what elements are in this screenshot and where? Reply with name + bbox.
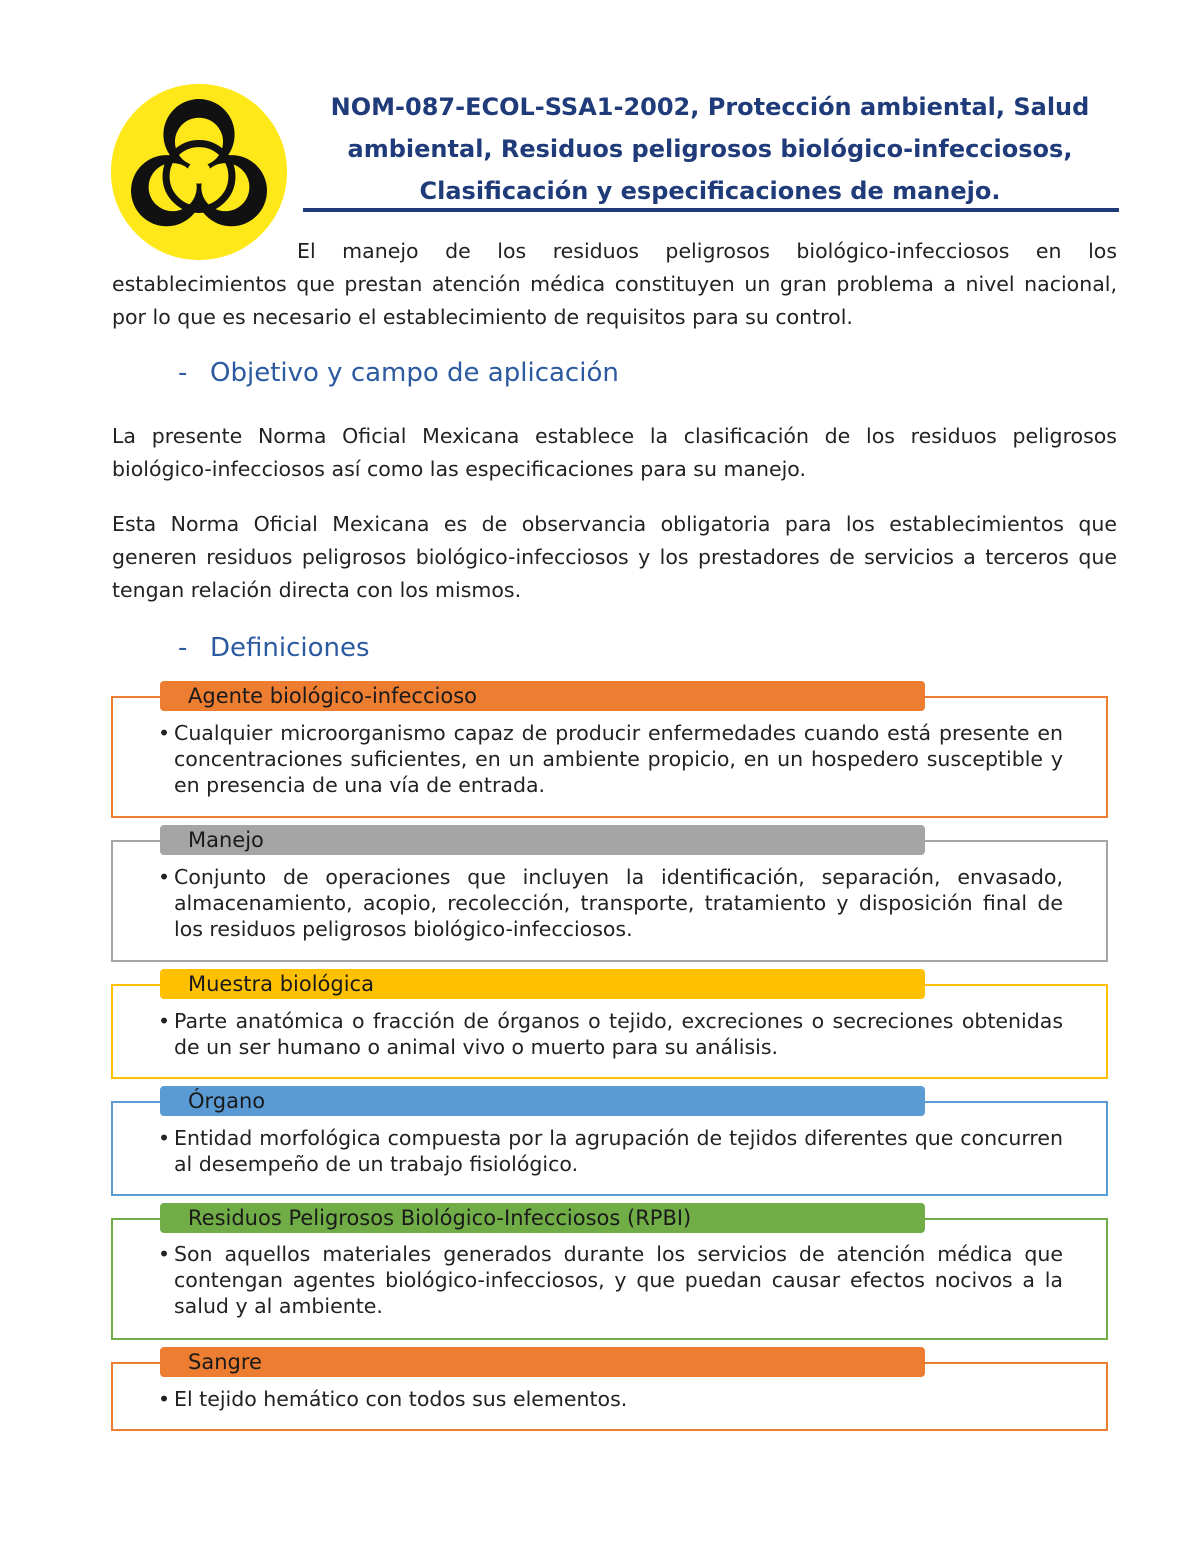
section-heading-objetivo (178, 358, 619, 388)
definition-text (158, 1125, 1063, 1177)
definition-text (158, 720, 1063, 798)
bullet: • (158, 1242, 171, 1266)
definition-body: Cualquier microorganismo capaz de producir enfermedades cuando está presente en concentraciones suficientes, en un ambiente propicio, en un hospedero susceptible y en presencia de una vía de entrada. (174, 721, 1063, 797)
definition-body: Entidad morfológica compuesta por la agrupación de tejidos diferentes que concurren al desempeño de un trabajo fisiológico. (174, 1126, 1063, 1176)
heading-dash: - (178, 633, 188, 663)
definition-body: Parte anatómica o fracción de órganos o tejido, excreciones o secreciones obtenidas de un ser humano o animal vivo o muerto para su análisis. (174, 1009, 1063, 1059)
definition-term: Manejo (160, 825, 925, 855)
definition-term: Muestra biológica (160, 969, 925, 999)
definition-term: Agente biológico-infeccioso (160, 681, 925, 711)
heading-text: Definiciones (210, 633, 370, 663)
section-heading-definiciones (178, 633, 370, 663)
intro-paragraph: El manejo de los residuos peligrosos biológico-infecciosos en los establecimientos que prestan atención médica constituyen un gran problema a nivel nacional, por lo que es necesario el establecimiento de requisitos para su control. (112, 239, 1117, 329)
title-underline (303, 208, 1119, 212)
definition-term: Órgano (160, 1086, 925, 1116)
heading-dash: - (178, 358, 188, 388)
definition-body: Son aquellos materiales generados durante los servicios de atención médica que contengan agentes biológico-infecciosos, y que puedan causar efectos nocivos a la salud y al ambiente. (174, 1242, 1063, 1318)
bullet: • (158, 1387, 171, 1411)
scope-paragraph-2: Esta Norma Oficial Mexicana es de observancia obligatoria para los establecimientos que generen residuos peligrosos biológico-infecciosos y los prestadores de servicios a terceros que tengan relación directa con los mismos. (112, 512, 1117, 602)
scope-paragraph-1: La presente Norma Oficial Mexicana establece la clasificación de los residuos peligrosos biológico-infecciosos así como las especificaciones para su manejo. (112, 424, 1117, 481)
bullet: • (158, 865, 171, 889)
definition-text (158, 1386, 1063, 1412)
page-title: NOM-087-ECOL-SSA1-2002, Protección ambiental, Salud ambiental, Residuos peligrosos biológico-infecciosos, Clasificación y especificaciones de manejo. (330, 93, 1090, 205)
definition-text (158, 1241, 1063, 1319)
definition-term: Sangre (160, 1347, 925, 1377)
definition-text (158, 1008, 1063, 1060)
definition-text (158, 864, 1063, 942)
bullet: • (158, 1126, 171, 1150)
definition-body: El tejido hemático con todos sus elementos. (174, 1387, 628, 1411)
definition-body: Conjunto de operaciones que incluyen la identificación, separación, envasado, almacenamiento, acopio, recolección, transporte, tratamiento y disposición final de los residuos peligrosos biológico-infecciosos. (174, 865, 1063, 941)
bullet: • (158, 721, 171, 745)
bullet: • (158, 1009, 171, 1033)
definition-term: Residuos Peligrosos Biológico-Infecciosos (RPBI) (160, 1203, 925, 1233)
heading-text: Objetivo y campo de aplicación (210, 358, 619, 388)
